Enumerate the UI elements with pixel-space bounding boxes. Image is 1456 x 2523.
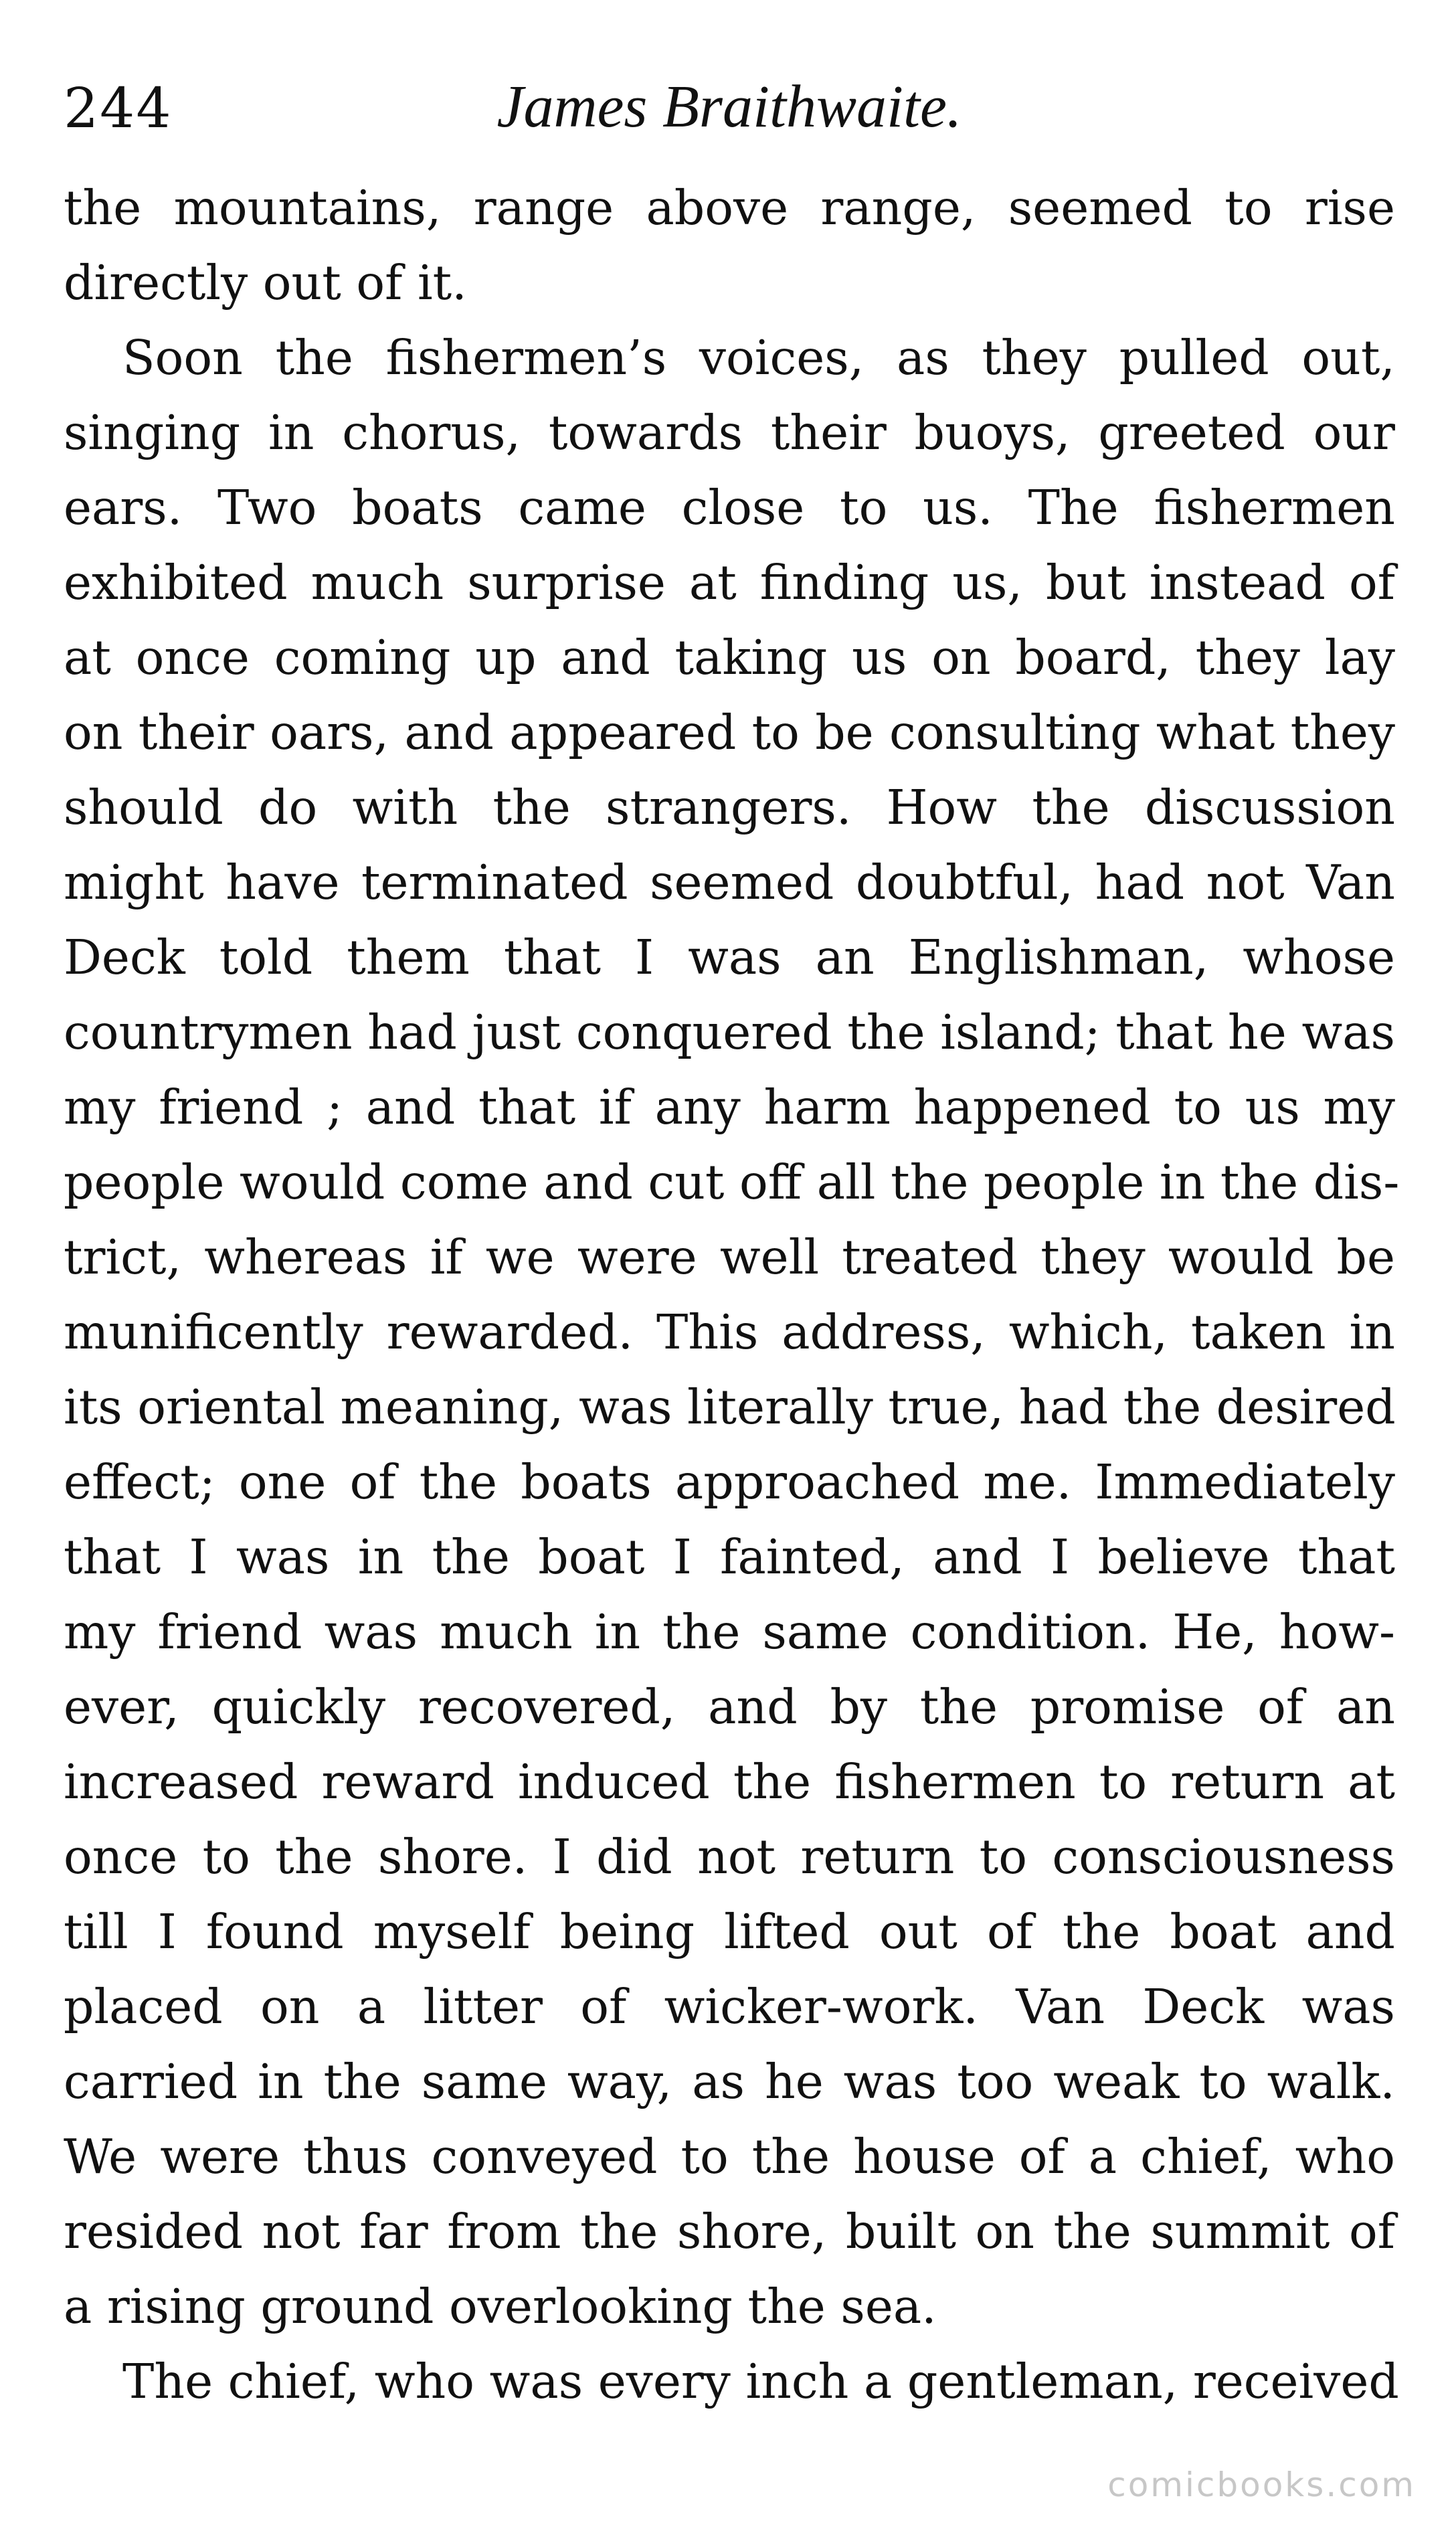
page-header	[64, 64, 1395, 157]
watermark: comicbooks.com	[1107, 2465, 1416, 2504]
text-line: its oriental meaning, was literally true, had the desired	[64, 1379, 1396, 1435]
text-line: should do with the strangers. How the discussion	[64, 780, 1395, 835]
page-number: 244	[64, 77, 173, 141]
text-line: my friend ; and that if any harm happened to us my	[64, 1079, 1395, 1135]
text-line: exhibited much surprise at finding us, but instead of	[64, 555, 1395, 610]
text-line: directly out of it.	[64, 255, 467, 311]
text-line: at once coming up and taking us on board, they lay	[64, 630, 1395, 685]
text-line: once to the shore. I did not return to consciousness	[64, 1829, 1395, 1885]
text-line: carried in the same way, as he was too weak to walk.	[64, 2054, 1395, 2109]
text-line: Soon the fishermen’s voices, as they pulled out,	[122, 330, 1395, 385]
text-line: resided not far from the shore, built on the summit of	[64, 2204, 1395, 2259]
text-line: ever, quickly recovered, and by the promise of an	[64, 1679, 1395, 1735]
text-line: effect; one of the boats approached me. Immediately	[64, 1454, 1395, 1510]
text-line: my friend was much in the same condition. He, how-	[64, 1604, 1395, 1660]
text-line: might have terminated seemed doubtful, had not Van	[64, 855, 1395, 910]
text-line: We were thus conveyed to the house of a chief, who	[64, 2129, 1395, 2184]
text-line: countrymen had just conquered the island; that he was	[64, 1005, 1395, 1060]
text-line: The chief, who was every inch a gentleman, received	[122, 2354, 1399, 2409]
text-line: a rising ground overlooking the sea.	[64, 2279, 937, 2334]
text-line: increased reward induced the fishermen to return at	[64, 1754, 1395, 1810]
text-line: on their oars, and appeared to be consulting what they	[64, 705, 1395, 760]
text-line: people would come and cut off all the people in the dis-	[64, 1154, 1400, 1210]
text-line: singing in chorus, towards their buoys, greeted our	[64, 405, 1395, 460]
text-line: Deck told them that I was an Englishman, whose	[64, 930, 1395, 985]
text-line: trict, whereas if we were well treated they would be	[64, 1229, 1395, 1285]
running-title: James Braithwaite.	[496, 74, 962, 140]
text-line: placed on a litter of wicker-work. Van Deck was	[64, 1979, 1395, 2034]
text-line: till I found myself being lifted out of the boat and	[64, 1904, 1395, 1960]
text-line: ears. Two boats came close to us. The fishermen	[64, 480, 1395, 535]
body-text	[64, 171, 1400, 2419]
text-line: the mountains, range above range, seemed to rise	[64, 180, 1395, 236]
text-line: munificently rewarded. This address, which, taken in	[64, 1304, 1395, 1360]
text-line: that I was in the boat I fainted, and I believe that	[64, 1529, 1395, 1585]
